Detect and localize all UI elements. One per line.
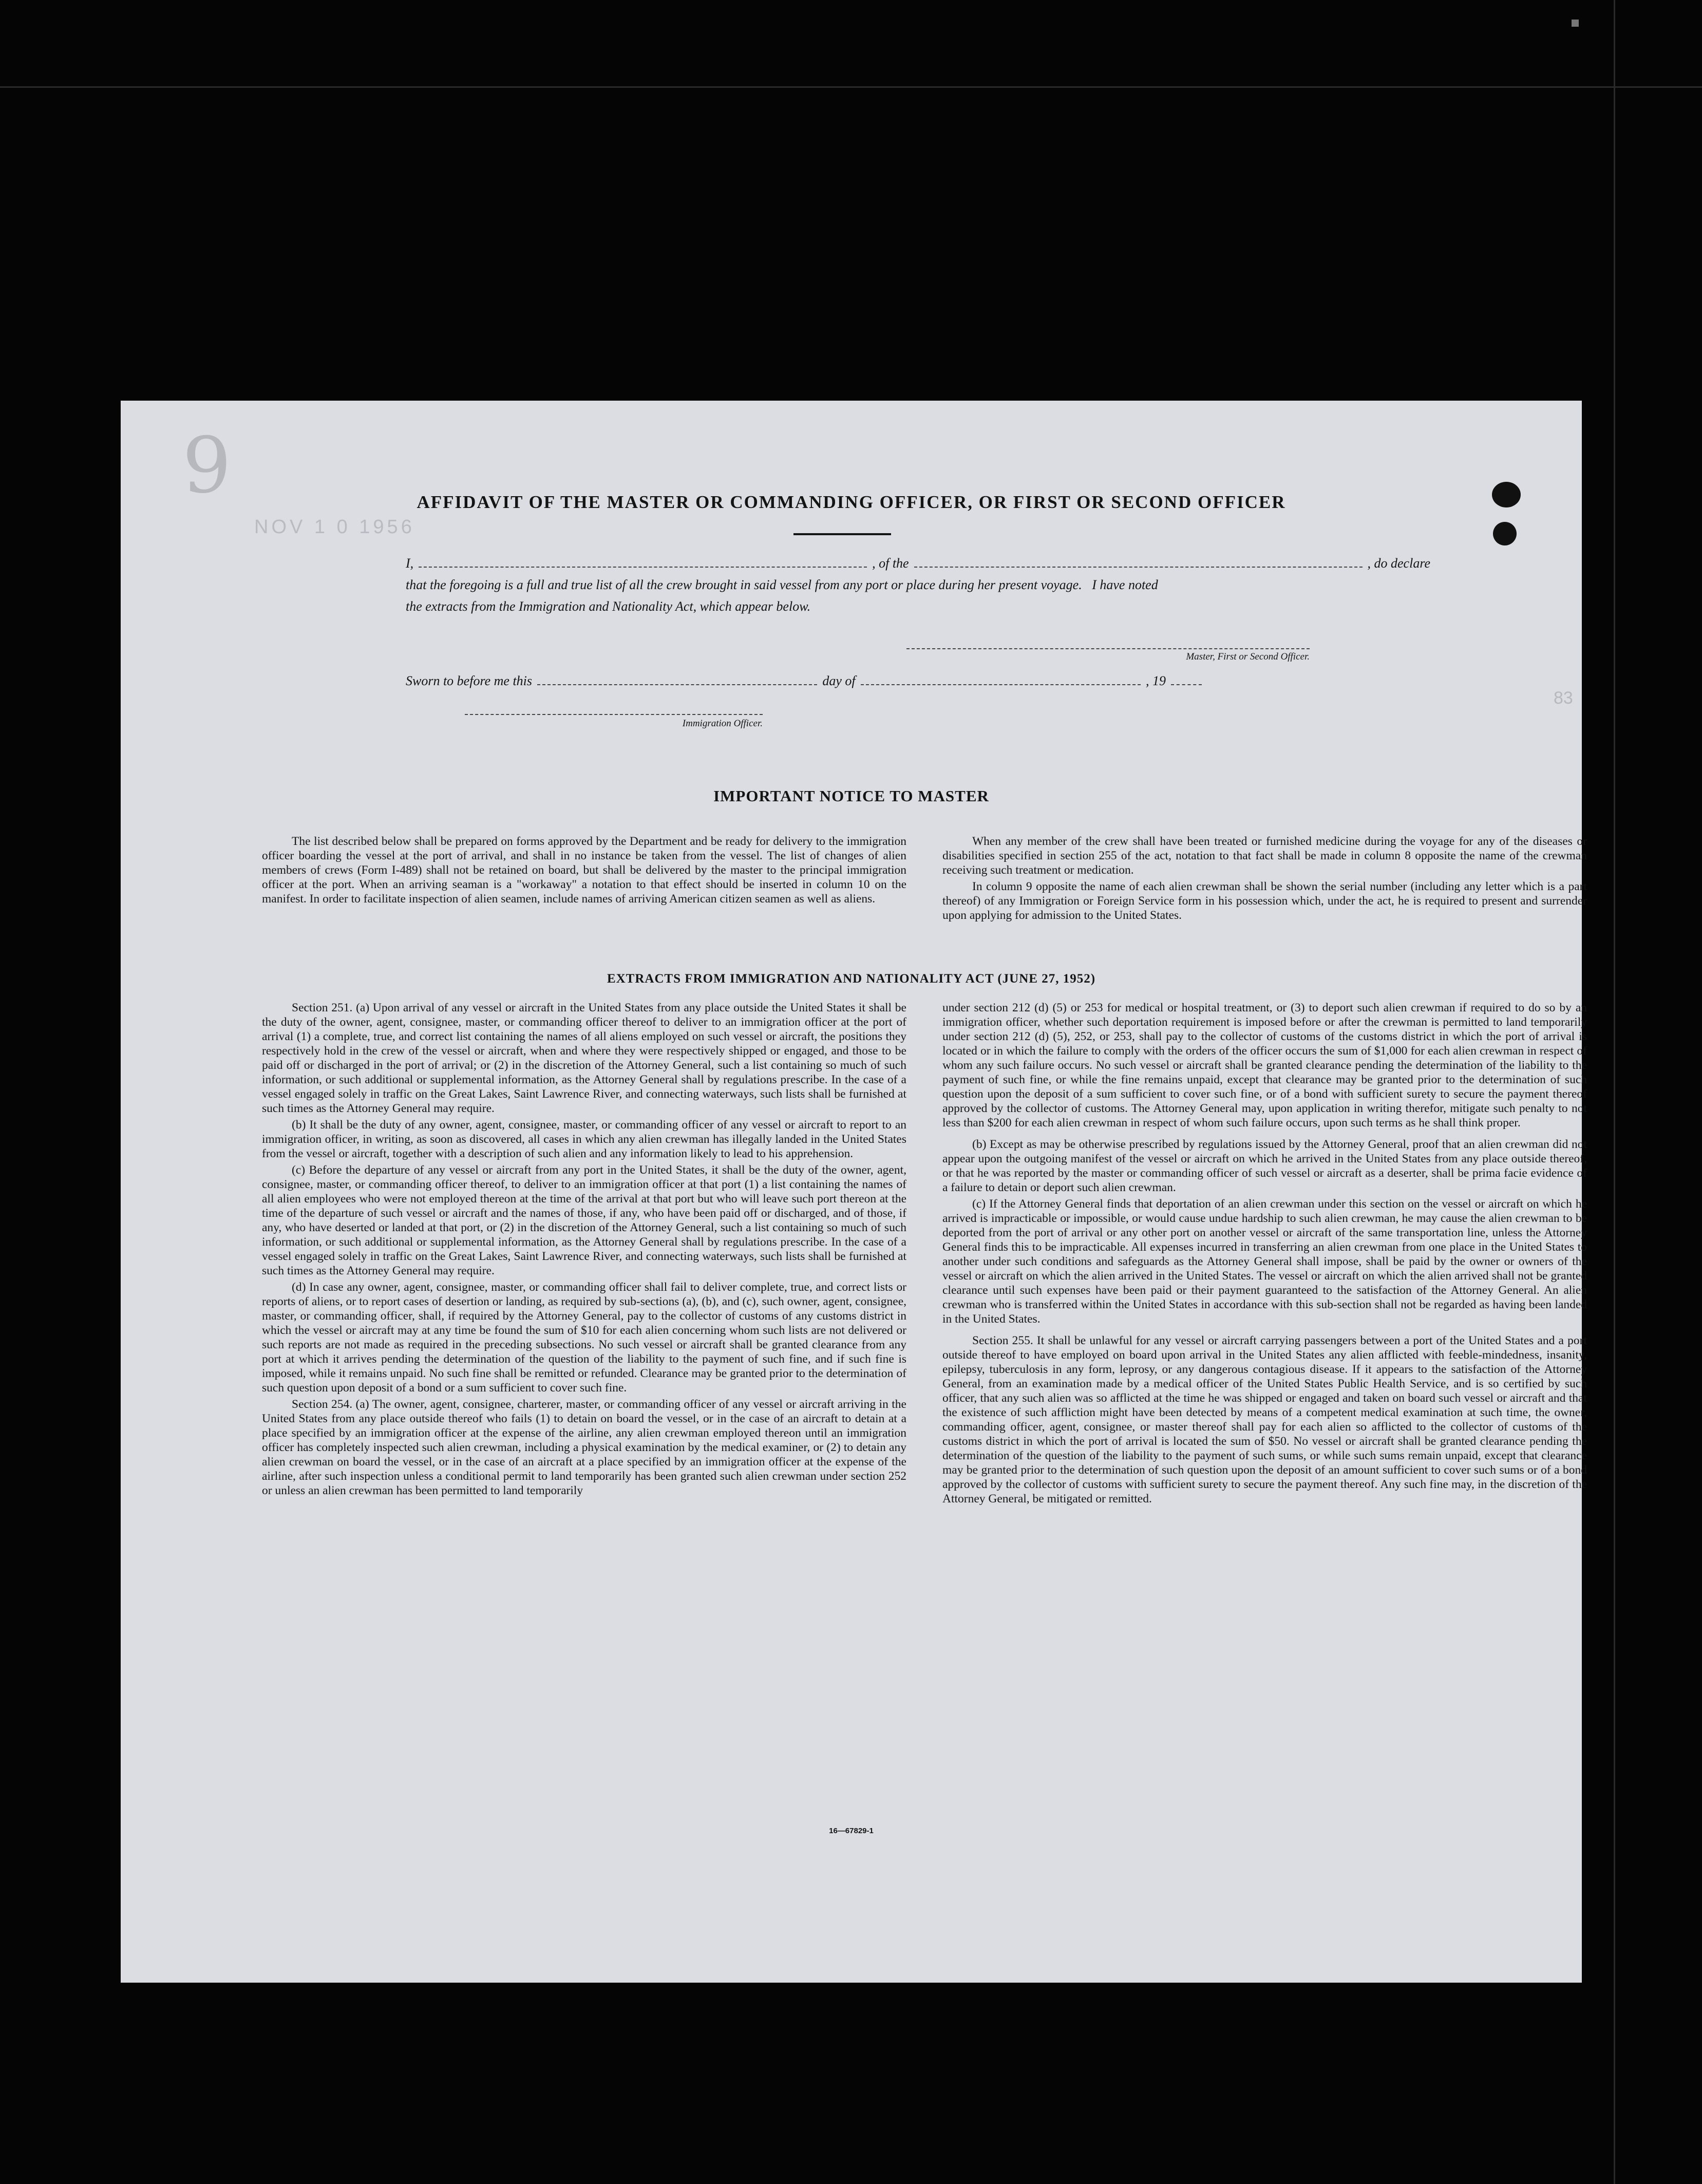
immigration-officer-caption: Immigration Officer. — [682, 718, 763, 729]
declaration-line2: that the foregoing is a full and true list of all the crew brought in said vessel from any port or place during her present voyage. I have noted — [406, 577, 1158, 592]
section-254a-continued: under section 212 (d) (5) or 253 for medical or hospital treatment, or (3) to deport such alien crewman if required to do so by an immigration officer, whether such deportation requirement is imposed before or after the crewman is permitted to land temporarily under section 212 (d) (5), 252, or 253, shall pay to the collector of customs of the customs district in which the port of arrival is located or in which the failure to comply with the orders of the officer occurs the sum of $1,000 for each alien crewman in respect of whom any such failure occurs. No such vessel or aircraft shall be granted clearance pending the determination of the liability to the payment of such fine, or while the fine remains unpaid, except that clearance may be granted prior to the determination of such question upon the deposit of a sum sufficient to cover such fine, or of a bond with sufficient surety to secure the payment thereof approved by the collector of customs. The Attorney General may, upon application in writing therefor, mitigate such penalty to not less than $200 for each alien crewman in respect of whom such failure occurs, upon such terms as he shall think proper. — [942, 1001, 1587, 1129]
sworn-day-label: day of — [822, 673, 856, 688]
notice-right-column — [942, 834, 1587, 925]
vessel-name-field[interactable] — [914, 555, 1363, 568]
section-251b: (b) It shall be the duty of any owner, agent, consignee, master, or commanding officer of any vessel or aircraft to report to an immigration officer, in writing, as soon as discovered, all cases in which any alien crewman has illegally landed in the United States from the vessel or aircraft, together with a description of such alien and any information likely to lead to his apprehension. — [262, 1118, 906, 1160]
bleed-through-number: 83 — [1554, 688, 1573, 708]
title-underline — [793, 533, 891, 535]
section-251a: Section 251. (a) Upon arrival of any vessel or aircraft in the United States from any place outside the United States it shall be the duty of the owner, agent, consignee, master, or commanding officer thereof to deliver to an immigration officer at the port of arrival (1) a complete, true, and correct list containing the names of all aliens employed on such vessel or aircraft, the positions they respectively hold in the crew of the vessel or aircraft, when and where they were respectively shipped or engaged, and those to be paid off or discharged in the port of arrival; or (2) in the discretion of the Attorney General, such a list containing so much of such information, or such additional or supplemental information, as the Attorney General shall by regulations prescribe. In the case of a vessel engaged solely in traffic on the Great Lakes, Saint Lawrence River, and connecting waterways, such lists shall be furnished at such times as the Attorney General may require. — [262, 1001, 906, 1115]
form-number: 16—67829-1 — [829, 1827, 874, 1835]
notice-title: IMPORTANT NOTICE TO MASTER — [713, 787, 989, 805]
declaration-block — [406, 553, 1430, 617]
extracts-left-column — [262, 1001, 906, 1500]
sworn-month-field[interactable] — [861, 673, 1141, 685]
immigration-officer-signature-field[interactable] — [465, 714, 763, 715]
sworn-row — [406, 673, 1207, 689]
master-signature-field[interactable] — [906, 648, 1310, 649]
scan-edge-line — [0, 86, 1702, 88]
declaration-line1-end: , do declare — [1367, 556, 1431, 571]
section-251c: (c) Before the departure of any vessel or aircraft from any port in the United States, it shall be the duty of the owner, agent, consignee, master, or commanding officer thereof, to deliver to an immigration officer at that port (1) a list containing the names of all alien employees who were not employed thereon at the time of the arrival at that port but who will leave such port thereon at the time of the departure of such vessel or aircraft and the names of those, if any, who have been paid off or discharged, and of those, if any, who have deserted or landed at that port, or (2) in the discretion of the Attorney General, such a list containing so much of such information, or such additional or supplemental information, as the Attorney General shall by regulations prescribe. In the case of a vessel engaged solely in traffic on the Great Lakes, Saint Lawrence River, and connecting waterways, such lists shall be furnished at such times as the Attorney General may require. — [262, 1163, 906, 1277]
sworn-year-field[interactable] — [1171, 673, 1202, 685]
section-254a: Section 254. (a) The owner, agent, consignee, charterer, master, or commanding officer of any vessel or aircraft arriving in the United States from any place outside thereof who fails (1) to detain on board the vessel, or in the case of an aircraft to detain at a place specified by an immigration officer at the expense of the airline, any alien crewman employed thereon until an immigration officer has completely inspected such alien crewman, including a physical examination by the medical examiner, or (2) to detain any alien crewman on board the vessel, or in the case of an aircraft at a place specified by an immigration officer at the expense of the airline, after such inspection unless a conditional permit to land temporarily has been granted such alien crewman under section 252 or unless an alien crewman has been permitted to land temporarily — [262, 1398, 906, 1497]
sworn-year-label: , 19 — [1146, 673, 1166, 688]
extracts-right-column — [942, 1001, 1587, 1508]
section-251d: (d) In case any owner, agent, consignee, master, or commanding officer shall fail to deliver complete, true, and correct lists or reports of aliens, or to report cases of desertion or landing, as required by sub-sections (a), (b), and (c), such owner, agent, consignee, master, or commanding officer, shall, if required by the Attorney General, pay to the collector of customs of any customs district in which the vessel or aircraft may at any time be found the sum of $10 for each alien concerning whom such lists are not delivered or such reports are not made as required in the preceding subsections. No such vessel or aircraft shall be granted clearance from any port at which it arrives pending the determination of the question of the liability to the payment of such fine, and if such fine is imposed, while it remains unpaid. No such fine shall be remitted or refunded. Clearance may be granted prior to the determination of such question upon deposit of a bond or a sum sufficient to cover such fine. — [262, 1281, 906, 1395]
handwritten-page-number: 9 — [182, 421, 232, 511]
section-254b: (b) Except as may be otherwise prescribed by regulations issued by the Attorney General, proof that an alien crewman did not appear upon the outgoing manifest of the vessel or aircraft on which he arrived in the United States from any place outside thereof, or that he was reported by the master or commanding officer of such vessel or aircraft as a deserter, shall be prima facie evidence of a failure to detain or deport such alien crewman. — [942, 1138, 1587, 1194]
notice-paragraph: When any member of the crew shall have been treated or furnished medicine during the voyage for any of the diseases or disabilities specified in section 255 of the act, notation to that fact shall be made in column 8 opposite the name of the crewman receiving such treatment or medication. — [942, 835, 1587, 877]
declaration-line3: the extracts from the Immigration and Nationality Act, which appear below. — [406, 599, 811, 614]
page-title: AFFIDAVIT OF THE MASTER OR COMMANDING OFFICER, OR FIRST OR SECOND OFFICER — [417, 492, 1286, 512]
notice-paragraph: In column 9 opposite the name of each alien crewman shall be shown the serial number (including any letter which is a part thereof) of any Immigration or Foreign Service form in his possession which, under the act, he is required to present and surrender upon applying for admission to the United States. — [942, 880, 1587, 922]
declaration-line1-start: I, — [406, 556, 414, 571]
ink-mark — [1493, 522, 1517, 545]
form-page — [121, 401, 1587, 1983]
master-signature-caption: Master, First or Second Officer. — [1186, 651, 1310, 662]
section-255: Section 255. It shall be unlawful for any vessel or aircraft carrying passengers between a port of the United States and a port outside thereof to have employed on board upon arrival in the United States any alien afflicted with feeble-mindedness, insanity, epilepsy, tuberculosis in any form, leprosy, or any dangerous contagious disease. If it appears to the satisfaction of the Attorney General, from an examination made by a medical officer of the United States Public Health Service, and is so certified by such officer, that any such alien was so afflicted at the time he was shipped or engaged and taken on board such vessel or aircraft and that the existence of such affliction might have been detected by means of a competent medical examination at such time, the owner, commanding officer, agent, consignee, or master thereof shall pay for each alien so afflicted to the collector of customs of the customs district in which the port of arrival is located the sum of $50. No vessel or aircraft shall be granted clearance pending the determination of the question of the liability to the payment of such sums, or while such sums remain unpaid, except that clearance may be granted prior to the determination of such question upon the deposit of an amount sufficient to cover such sums or of a bond approved by the collector of customs with sufficient surety to secure the payment thereof. Any such fine may, in the discretion of the Attorney General, be mitigated or remitted. — [942, 1334, 1587, 1505]
scan-corner-mark — [1572, 20, 1579, 27]
sworn-day-field[interactable] — [537, 673, 817, 685]
notice-left-column — [262, 834, 906, 908]
sworn-prefix: Sworn to before me this — [406, 673, 533, 688]
notice-paragraph: The list described below shall be prepared on forms approved by the Department and be ready for delivery to the immigration officer boarding the vessel at the port of arrival, and shall in no instance be taken from the vessel. The list of changes of alien members of crews (Form I-489) shall not be retained on board, but shall be delivered by the master to the principal immigration officer at the port. When an arriving seaman is a "workaway" a notation to that effect should be inserted in column 10 on the manifest. In order to facilitate inspection of alien seamen, include names of arriving American citizen seamen as well as aliens. — [262, 835, 906, 906]
scan-edge-line — [1614, 0, 1615, 2184]
declaration-line1-mid: , of the — [872, 556, 909, 571]
section-254c: (c) If the Attorney General finds that deportation of an alien crewman under this section on the vessel or aircraft on which he arrived is impracticable or impossible, or would cause undue hardship to such alien crewman, he may cause the alien crewman to be deported from the port of arrival or any other port on another vessel or aircraft of the same transportation line, unless the Attorney General finds this to be impracticable. All expenses incurred in transferring an alien crewman from one place in the United States to another under such conditions and safeguards as the Attorney General shall impose, shall be paid by the owner or owners of the vessel or aircraft on which the alien arrived in the United States. The vessel or aircraft on which the alien arrived shall not be granted clearance until such expenses have been paid or their payment guaranteed to the satisfaction of the Attorney General. An alien crewman who is transferred within the United States in accordance with this sub-section shall not be regarded as having been landed in the United States. — [942, 1197, 1587, 1326]
faint-date-stamp: NOV 1 0 1956 — [254, 516, 415, 538]
master-name-field[interactable] — [419, 555, 867, 568]
extracts-title: EXTRACTS FROM IMMIGRATION AND NATIONALITY ACT (JUNE 27, 1952) — [607, 972, 1096, 986]
